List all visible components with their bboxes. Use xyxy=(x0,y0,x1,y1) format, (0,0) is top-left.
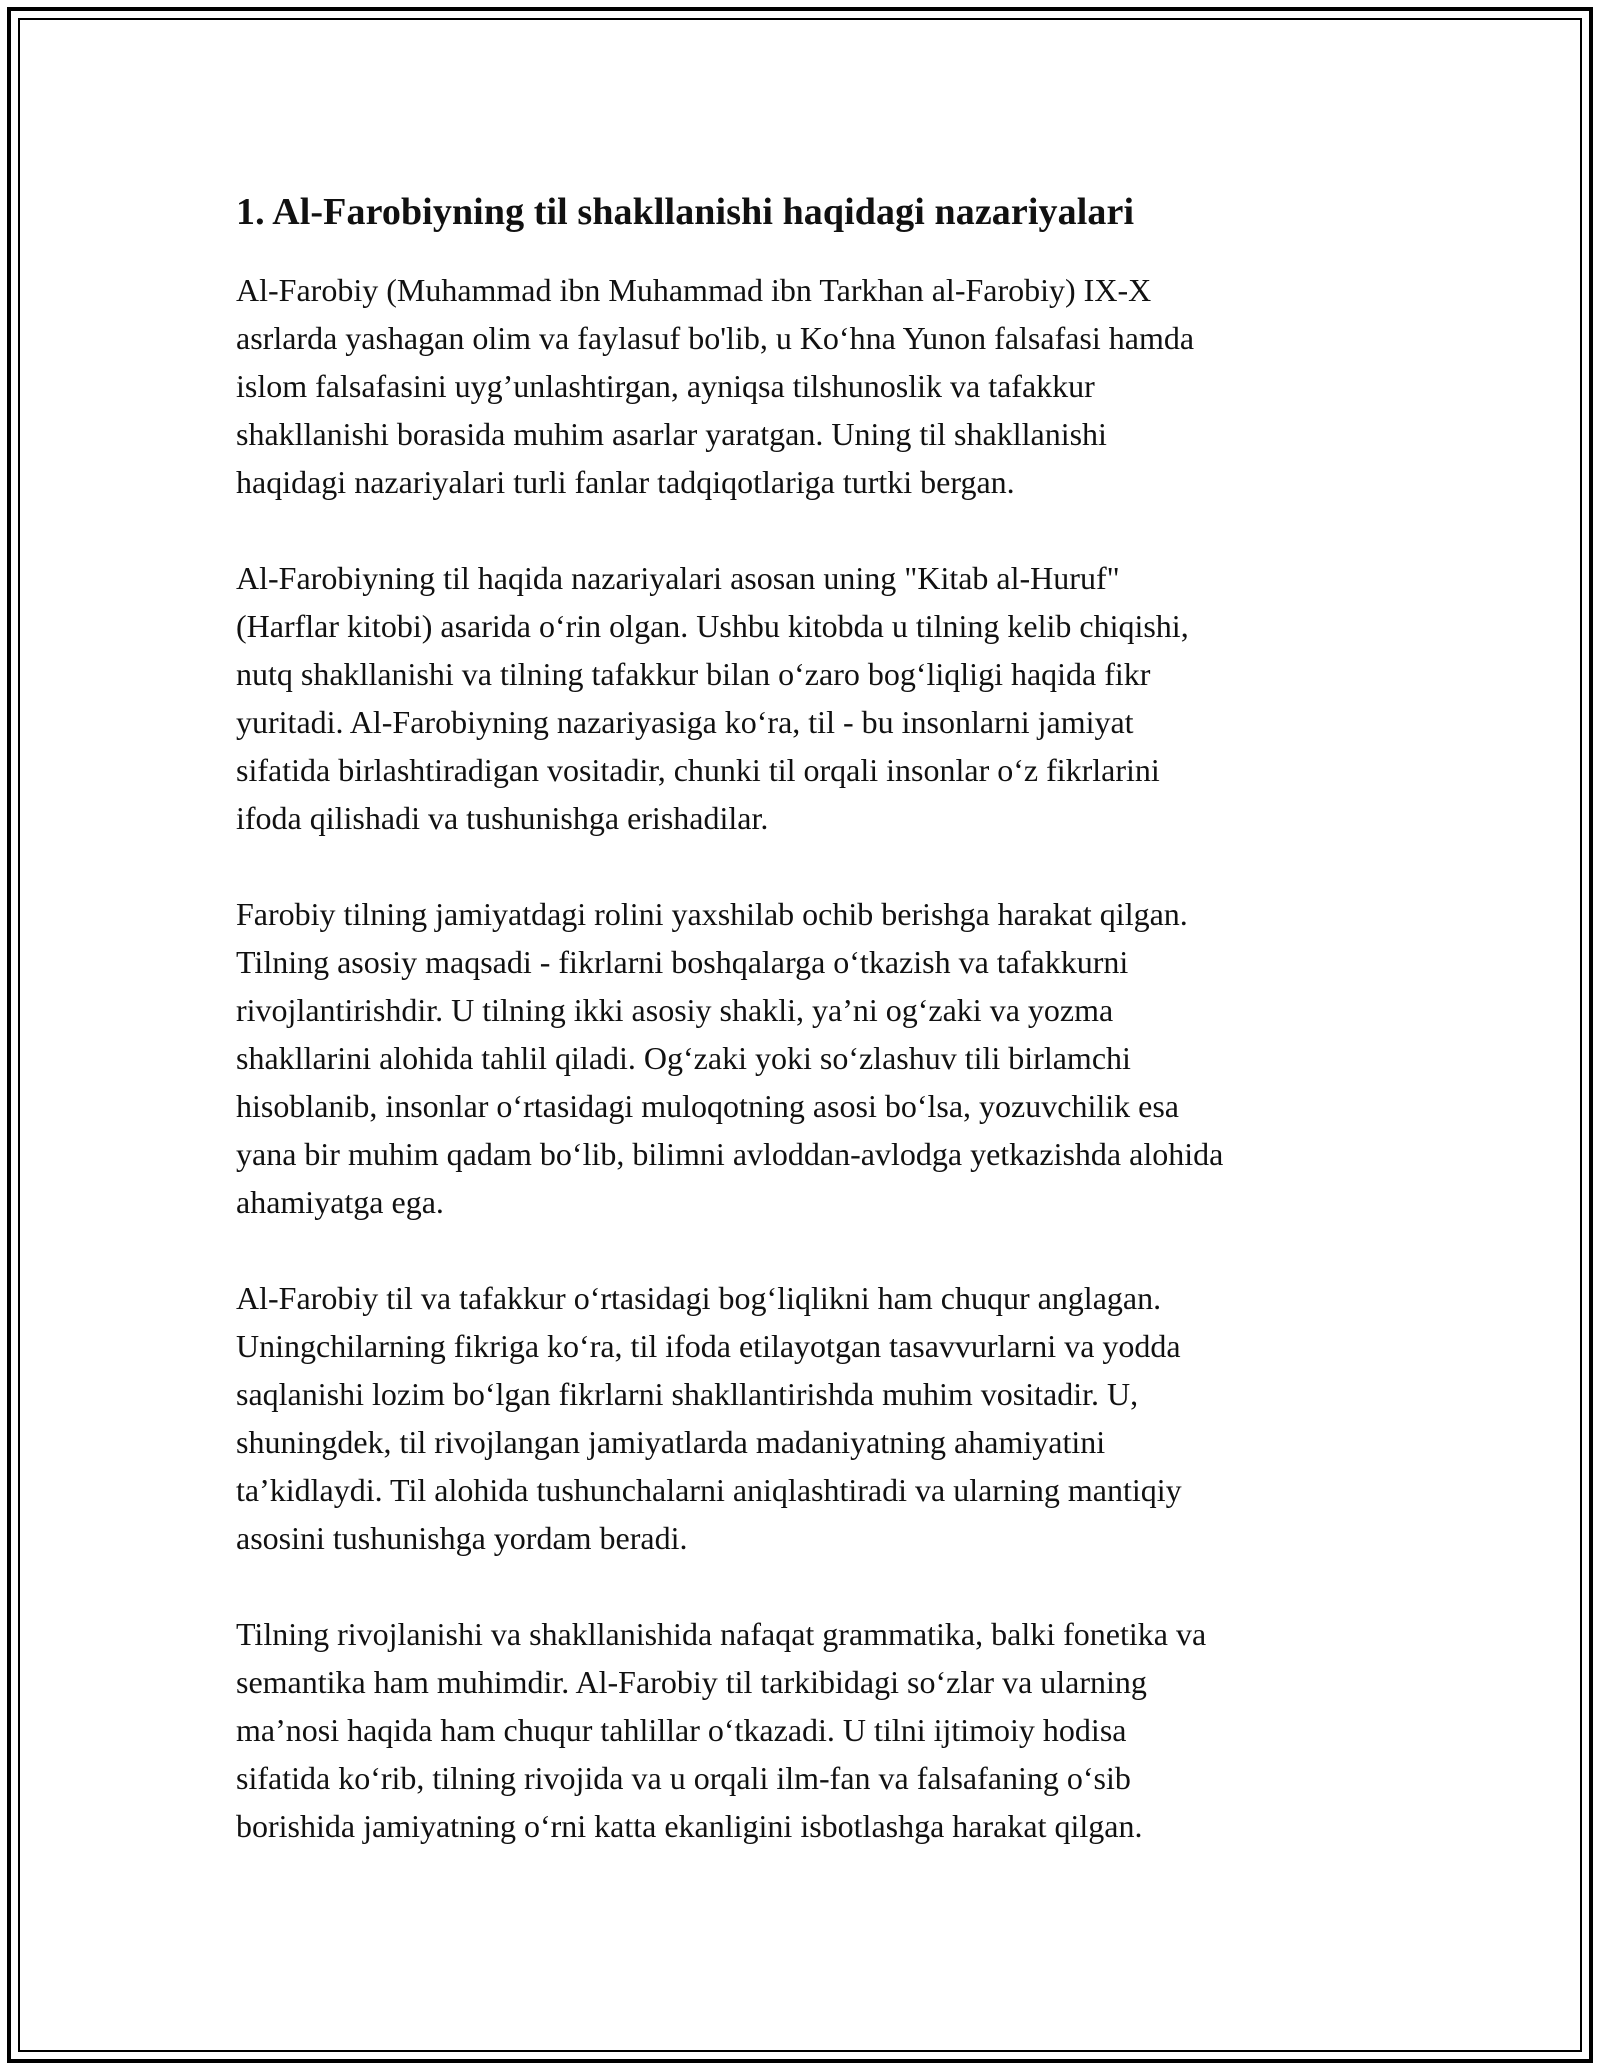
paragraph-line: Al-Farobiyning til haqida nazariyalari asosan uning "Kitab al-Huruf" xyxy=(236,560,1120,596)
paragraph-line: haqidagi nazariyalari turli fanlar tadqiqotlariga turtki bergan. xyxy=(236,464,1015,500)
paragraph-2 xyxy=(236,554,1376,842)
paragraphs-container xyxy=(236,266,1376,1850)
paragraph-line: shakllanishi borasida muhim asarlar yaratgan. Uning til shakllanishi xyxy=(236,416,1107,452)
paragraph-line: sifatida ko‘rib, tilning rivojida va u orqali ilm-fan va falsafaning o‘sib xyxy=(236,1760,1131,1796)
paragraph-line: sifatida birlashtiradigan vositadir, chunki til orqali insonlar o‘z fikrlarini xyxy=(236,752,1160,788)
paragraph-line: islom falsafasini uyg’unlashtirgan, ayniqsa tilshunoslik va tafakkur xyxy=(236,368,1095,404)
paragraph-line: yana bir muhim qadam bo‘lib, bilimni avloddan-avlodga yetkazishda alohida xyxy=(236,1136,1224,1172)
paragraph-line: shakllarini alohida tahlil qiladi. Og‘zaki yoki so‘zlashuv tili birlamchi xyxy=(236,1040,1131,1076)
paragraph-line: yuritadi. Al-Farobiyning nazariyasiga ko‘ra, til - bu insonlarni jamiyat xyxy=(236,704,1134,740)
paragraph-line: borishida jamiyatning o‘rni katta ekanligini isbotlashga harakat qilgan. xyxy=(236,1808,1143,1844)
document-body xyxy=(236,186,1376,1898)
paragraph-line: ifoda qilishadi va tushunishga erishadilar. xyxy=(236,800,769,836)
paragraph-line: ahamiyatga ega. xyxy=(236,1184,444,1220)
paragraph-line: Uningchilarning fikriga ko‘ra, til ifoda etilayotgan tasavvurlarni va yodda xyxy=(236,1328,1181,1364)
paragraph-line: ma’nosi haqida ham chuqur tahlillar o‘tkazadi. U tilni ijtimoiy hodisa xyxy=(236,1712,1127,1748)
paragraph-line: rivojlantirishdir. U tilning ikki asosiy shakli, ya’ni og‘zaki va yozma xyxy=(236,992,1114,1028)
paragraph-line: asosini tushunishga yordam beradi. xyxy=(236,1520,688,1556)
paragraph-line: saqlanishi lozim bo‘lgan fikrlarni shakllantirishda muhim vositadir. U, xyxy=(236,1376,1139,1412)
paragraph-4 xyxy=(236,1274,1376,1562)
paragraph-line: Al-Farobiy til va tafakkur o‘rtasidagi bog‘liqlikni ham chuqur anglagan. xyxy=(236,1280,1162,1316)
paragraph-line: hisoblanib, insonlar o‘rtasidagi muloqotning asosi bo‘lsa, yozuvchilik esa xyxy=(236,1088,1179,1124)
paragraph-line: Al-Farobiy (Muhammad ibn Muhammad ibn Tarkhan al-Farobiy) IX-X xyxy=(236,272,1152,308)
paragraph-line: Tilning rivojlanishi va shakllanishida nafaqat grammatika, balki fonetika va xyxy=(236,1616,1207,1652)
paragraph-1 xyxy=(236,266,1376,506)
paragraph-line: asrlarda yashagan olim va faylasuf bo'lib, u Ko‘hna Yunon falsafasi hamda xyxy=(236,320,1195,356)
paragraph-line: shuningdek, til rivojlangan jamiyatlarda madaniyatning ahamiyatini xyxy=(236,1424,1106,1460)
document-heading: 1. Al-Farobiyning til shakllanishi haqidagi nazariyalari xyxy=(236,191,1135,233)
paragraph-line: nutq shakllanishi va tilning tafakkur bilan o‘zaro bog‘liqligi haqida fikr xyxy=(236,656,1151,692)
paragraph-5 xyxy=(236,1610,1376,1850)
paragraph-line: semantika ham muhimdir. Al-Farobiy til tarkibidagi so‘zlar va ularning xyxy=(236,1664,1147,1700)
paragraph-line: (Harflar kitobi) asarida o‘rin olgan. Ushbu kitobda u tilning kelib chiqishi, xyxy=(236,608,1189,644)
paragraph-line: Tilning asosiy maqsadi - fikrlarni boshqalarga o‘tkazish va tafakkurni xyxy=(236,944,1129,980)
paragraph-line: Farobiy tilning jamiyatdagi rolini yaxshilab ochib berishga harakat qilgan. xyxy=(236,896,1188,932)
paragraph-line: ta’kidlaydi. Til alohida tushunchalarni aniqlashtiradi va ularning mantiqiy xyxy=(236,1472,1182,1508)
paragraph-3 xyxy=(236,890,1376,1226)
